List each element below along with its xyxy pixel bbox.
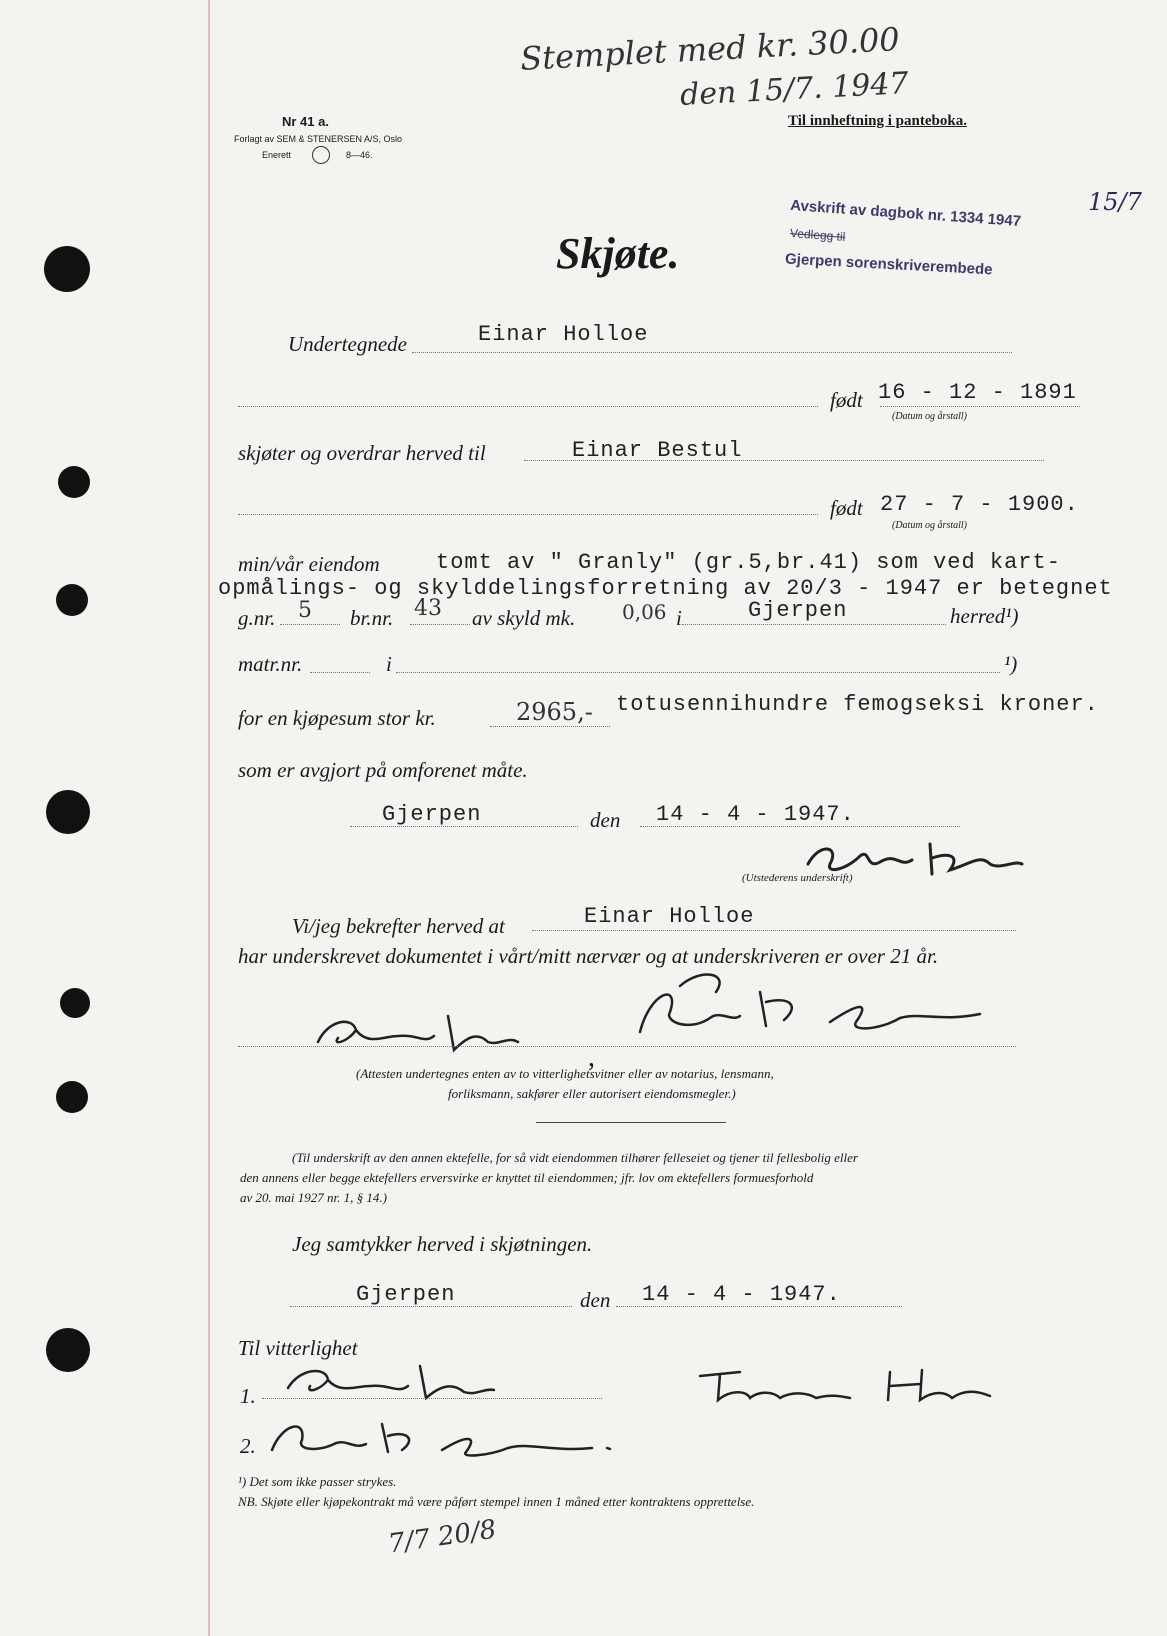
date-2: 14 - 4 - 1947. (642, 1282, 841, 1307)
stamp-duty-note-line2: den 15/7. 1947 (679, 66, 910, 113)
seller-label: Undertegnede (288, 332, 407, 356)
footnote-1: ¹) Det som ikke passer strykes. (238, 1474, 397, 1489)
punch-hole (58, 466, 90, 498)
divider (536, 1122, 726, 1123)
i-label: i (676, 606, 682, 630)
gnr-label: g.nr. (238, 606, 276, 630)
spouse-note-line3: av 20. mai 1927 nr. 1, § 14.) (240, 1190, 387, 1205)
margin-line (208, 0, 210, 1636)
bottom-handwritten-mark: 7/7 20/8 (386, 1514, 499, 1560)
form-rights: Enerett (262, 150, 292, 160)
price-label: for en kjøpesum stor kr. (238, 706, 436, 730)
spouse-signature (690, 1360, 1000, 1410)
place-2: Gjerpen (356, 1282, 456, 1307)
witness-number-1: 1. (240, 1384, 256, 1408)
punch-hole (46, 1328, 90, 1372)
gnr-value: 5 (298, 598, 312, 623)
witness-name: Einar Holloe (584, 904, 755, 929)
punch-hole (46, 790, 90, 834)
den-label-2: den (580, 1288, 611, 1312)
vitterlighet-signature-2 (262, 1410, 622, 1465)
registry-stamp-crossed: Vedlegg til (789, 226, 846, 244)
buyer-born-hint: (Datum og årstall) (892, 520, 967, 531)
vitterlighet-label: Til vitterlighet (238, 1336, 358, 1360)
form-publisher: Forlagt av SEM & STENERSEN A/S, Oslo (234, 134, 403, 144)
seller-name: Einar Holloe (478, 322, 649, 347)
witness-line2: har underskrevet dokumentet i vårt/mitt nærvær og at underskriveren er over 21 år. (238, 944, 939, 968)
consent-text: Jeg samtykker herved i skjøtningen. (292, 1232, 593, 1256)
buyer-label: skjøter og overdrar herved til (238, 441, 486, 465)
matr-i: i (386, 652, 392, 676)
agreed-text: som er avgjort på omforenet måte. (238, 758, 528, 782)
herred-name: Gjerpen (748, 598, 848, 623)
registry-date-mark: 15/7 (1088, 188, 1142, 216)
seller-born-label: født (830, 388, 863, 412)
buyer-born-date: 27 - 7 - 1900. (880, 492, 1079, 517)
header-right: Til innheftning i panteboka. (788, 113, 967, 129)
form-number: Nr 41 a. (282, 114, 329, 129)
buyer-born-label: født (830, 496, 863, 520)
skyld-label: av skyld mk. (472, 606, 576, 630)
page-title: Skjøte. (556, 229, 680, 278)
witness-label: Vi/jeg bekrefter herved at (292, 914, 505, 938)
witness-hint2: forliksmann, sakfører eller autorisert eiendomsmegler.) (448, 1086, 736, 1101)
property-label: min/vår eiendom (238, 552, 380, 576)
punch-hole (56, 584, 88, 616)
bnr-value: 43 (414, 596, 442, 621)
publisher-logo-icon (312, 146, 330, 164)
property-line1: tomt av " Granly" (gr.5,br.41) som ved kart- (436, 550, 1061, 575)
bnr-label: br.nr. (350, 606, 394, 630)
punch-hole (60, 988, 90, 1018)
form-edition: 8—46. (346, 150, 373, 160)
witness-signature-1 (308, 1006, 538, 1066)
place: Gjerpen (382, 802, 482, 827)
date: 14 - 4 - 1947. (656, 802, 855, 827)
herred-label: herred¹) (950, 604, 1019, 628)
den-label: den (590, 808, 621, 832)
matr-label: matr.nr. (238, 652, 303, 676)
issuer-signature-hint: (Utstederens underskrift) (742, 872, 853, 884)
stamp-duty-note-line1: Stemplet med kr. 30.00 (519, 20, 901, 78)
witness-number-2: 2. (240, 1434, 256, 1458)
buyer-name: Einar Bestul (572, 438, 743, 463)
matr-end: ¹) (1004, 652, 1018, 676)
witness-signature-2 (620, 962, 1000, 1062)
punch-hole (56, 1081, 88, 1113)
spouse-note-line1: (Til underskrift av den annen ektefelle, for så vidt eiendommen tilhører felleseiet og tjener til fellesbolig eller (292, 1150, 858, 1165)
footnote-2: NB. Skjøte eller kjøpekontrakt må være påført stempel innen 1 måned etter kontraktens opprettelse. (238, 1494, 755, 1509)
witness-hint1: (Attesten undertegnes enten av to vitterlighetsvitner eller av notarius, lensmann, (356, 1066, 774, 1081)
vitterlighet-signature-1 (280, 1358, 500, 1408)
registry-stamp-line1: Avskrift av dagbok nr. 1334 1947 (789, 196, 1022, 231)
document-page: Stemplet med kr. 30.00 den 15/7. 1947 Nr 41 a. Forlagt av SEM & STENERSEN A/S, Oslo Enerett 8—46. Til innheftning i panteboka. Avskrift av dagbok nr. 1334 1947 Vedlegg til Gjerpen sorenskriverembede 15/7 Skjøte. Undertegnede Einar Holloe født 16 - 12 - 1891 (Datum og årstall) skjøter og overdrar herved til Einar Bestul født 27 - 7 - 1900. (Datum og årstall) min/vår eiendom tomt av " Granly" (gr.5,br.41) som ved kart- opmålings- og skylddelingsforretning av 20/3 - 1947 er betegnet g.nr. 5 br.nr. 43 av skyld mk. 0,06 i Gjerpen herred¹) matr.nr. i ¹) for en kjøpesum stor kr. 2965,- totusennihundre femogseksi kroner. som er avgjort på omforenet måte. Gjerpen den 14 - 4 - 1947. (Utstederens underskrift) Vi/jeg bekrefter herved at Einar Holloe har underskrevet dokumentet i vårt/mitt nærvær og at underskriveren er over 21 år. , (Attesten undertegnes enten av to vitterlighetsvitner eller av notarius, lensmann, forliksmann, sakfører eller autorisert eiendomsmegler.) (Til underskrift av den annen ektefelle, for så vidt eiendommen tilhører felleseiet og tjener til fellesbolig eller den annens eller begge ektefellers erversvirke er knyttet til eiendommen; jfr. lov om ektefellers formuesforhold av 20. mai 1927 nr. 1, § 14.) Jeg samtykker herved i skjøtningen. Gjerpen den 14 - 4 - 1947. Til vitterlighet 1. 2. ¹) Det som ikke passer strykes. NB. Skjøte eller kjøpekontrakt må være påført stempel innen 1 måned etter kontraktens opprettelse. 7/7 20/8 (0, 0, 1167, 1636)
skyld-value: 0,06 (622, 600, 667, 624)
seller-born-hint: (Datum og årstall) (892, 411, 967, 422)
registry-stamp-line2: Gjerpen sorenskriverembede (784, 250, 993, 279)
seller-born-date: 16 - 12 - 1891 (878, 380, 1077, 405)
spouse-note-line2: den annens eller begge ektefellers erversvirke er knyttet til eiendommen; jfr. lov om ektefellers formuesforhold (240, 1170, 814, 1185)
price-words: totusennihundre femogseksi kroner. (616, 692, 1099, 717)
price-amount: 2965,- (516, 698, 593, 726)
property-line2: opmålings- og skylddelingsforretning av 20/3 - 1947 er betegnet (218, 576, 1113, 601)
punch-hole (44, 246, 90, 292)
